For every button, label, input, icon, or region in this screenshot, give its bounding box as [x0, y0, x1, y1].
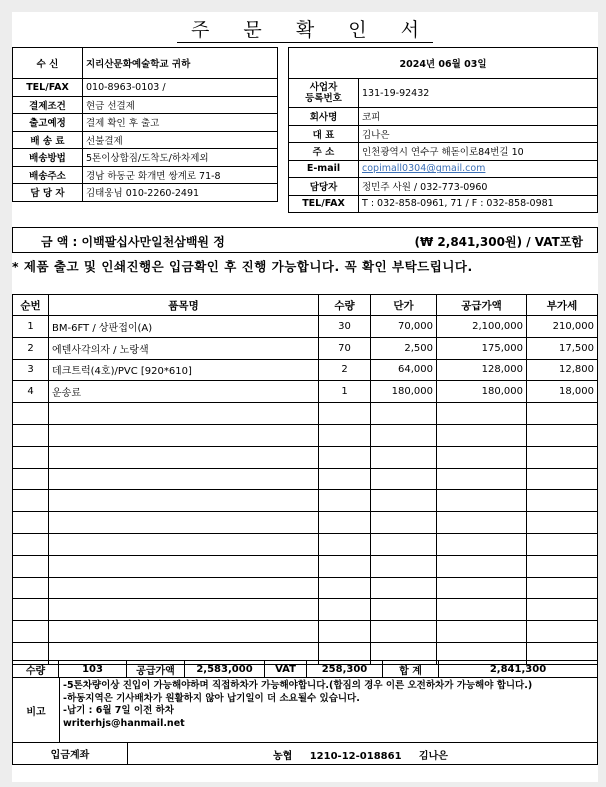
table-cell — [319, 468, 371, 490]
empty-row — [13, 599, 598, 621]
table-cell — [437, 599, 527, 621]
table-cell — [49, 512, 319, 534]
remarks-label: 비고 — [13, 678, 60, 742]
supplier-info-table — [12, 47, 278, 202]
table-cell: 175,000 — [437, 337, 527, 359]
remarks-line: -납기 : 6월 7일 이전 하차 — [63, 705, 174, 716]
table-cell — [527, 490, 598, 512]
supplier-field-label: TEL/FAX — [13, 79, 83, 97]
table-cell — [527, 599, 598, 621]
empty-row — [13, 577, 598, 599]
company-field-value: 정민주 사원 / 032-773-0960 — [359, 178, 598, 196]
table-cell — [371, 468, 437, 490]
column-header: 부가세 — [527, 295, 598, 316]
table-cell — [13, 468, 49, 490]
table-cell: 1 — [13, 316, 49, 338]
table-cell — [527, 555, 598, 577]
table-cell: 17,500 — [527, 337, 598, 359]
supplier-field-label: 결제조건 — [13, 96, 83, 114]
table-cell — [527, 533, 598, 555]
table-cell: 128,000 — [437, 359, 527, 381]
table-cell — [13, 621, 49, 643]
recipient-name: 지리산문화예술학교 귀하 — [83, 48, 278, 79]
grand-total-label: 합 계 — [383, 661, 439, 678]
table-cell — [371, 490, 437, 512]
table-cell — [13, 490, 49, 512]
company-field-label: TEL/FAX — [289, 195, 359, 213]
table-cell — [319, 512, 371, 534]
table-cell — [437, 468, 527, 490]
empty-row — [13, 555, 598, 577]
table-cell — [13, 512, 49, 534]
empty-row — [13, 533, 598, 555]
table-cell — [13, 533, 49, 555]
table-cell — [49, 446, 319, 468]
table-cell: BM-6FT / 상판접이(A) — [49, 316, 319, 338]
table-cell — [371, 512, 437, 534]
table-cell: 에덴사각의자 / 노랑색 — [49, 337, 319, 359]
table-cell — [527, 512, 598, 534]
table-cell: 210,000 — [527, 316, 598, 338]
table-cell: 12,800 — [527, 359, 598, 381]
table-cell: 64,000 — [371, 359, 437, 381]
document-title: 주 문 확 인 서 — [12, 15, 598, 42]
total-vat-label: VAT — [265, 661, 307, 678]
company-field-label: 주 소 — [289, 143, 359, 161]
table-cell: 180,000 — [371, 381, 437, 403]
table-cell: 70,000 — [371, 316, 437, 338]
table-cell — [437, 424, 527, 446]
table-cell: 70 — [319, 337, 371, 359]
table-cell — [437, 533, 527, 555]
remarks-text — [63, 680, 593, 730]
supplier-field-value: 결제 확인 후 출고 — [83, 114, 278, 132]
table-cell — [527, 468, 598, 490]
table-cell — [49, 403, 319, 425]
column-header: 순번 — [13, 295, 49, 316]
amount-value: (₩ 2,841,300원) / VAT포함 — [414, 235, 583, 249]
column-header: 공급가액 — [437, 295, 527, 316]
table-cell — [49, 490, 319, 512]
table-cell: 2 — [319, 359, 371, 381]
total-qty: 103 — [59, 661, 127, 678]
table-cell — [527, 577, 598, 599]
total-vat: 258,300 — [307, 661, 383, 678]
table-cell: 2,100,000 — [437, 316, 527, 338]
notice-text: * 제품 출고 및 인쇄진행은 입금확인 후 진행 가능합니다. 꼭 확인 부탁드립니다. — [12, 259, 473, 274]
table-cell: 2,500 — [371, 337, 437, 359]
table-row — [13, 316, 598, 338]
table-cell — [437, 403, 527, 425]
totals-table — [12, 660, 598, 678]
table-cell — [437, 577, 527, 599]
remarks-line: -하동지역은 기사배차가 원활하지 않아 납기일이 더 소요될수 있습니다. — [63, 692, 360, 704]
table-cell — [49, 468, 319, 490]
table-cell: 2 — [13, 337, 49, 359]
table-cell — [319, 621, 371, 643]
table-row — [13, 359, 598, 381]
table-cell — [371, 533, 437, 555]
company-field-value: 코피 — [359, 108, 598, 126]
table-cell — [49, 424, 319, 446]
remarks-line: -5톤차량이상 진입이 가능해야하며 직접하차가 가능해야합니다.(합짐의 경우 이른 오전하차가 가능해야 합니다.) — [63, 680, 533, 691]
table-cell — [527, 403, 598, 425]
table-cell — [319, 490, 371, 512]
table-cell — [49, 577, 319, 599]
table-cell — [371, 424, 437, 446]
table-cell — [437, 555, 527, 577]
bank-label: 입금계좌 — [13, 743, 128, 764]
bank-account: 농협 1210-12-018861 김나은 — [273, 751, 448, 762]
table-cell: 운송료 — [49, 381, 319, 403]
recipient-label: 수 신 — [13, 48, 83, 79]
biz-no-value: 131-19-92432 — [359, 79, 598, 108]
total-qty-label: 수량 — [13, 661, 59, 678]
table-cell: 3 — [13, 359, 49, 381]
supplier-field-value: 김태웅님 010-2260-2491 — [83, 184, 278, 202]
column-header: 품목명 — [49, 295, 319, 316]
table-cell — [437, 621, 527, 643]
items-table — [12, 294, 598, 665]
table-cell — [371, 403, 437, 425]
supplier-field-label: 출고예정 — [13, 114, 83, 132]
total-supply: 2,583,000 — [185, 661, 265, 678]
table-cell — [49, 555, 319, 577]
supplier-field-label: 담 당 자 — [13, 184, 83, 202]
table-cell — [49, 599, 319, 621]
company-field-label: 회사명 — [289, 108, 359, 126]
company-field-value: T : 032-858-0961, 71 / F : 032-858-0981 — [359, 195, 598, 213]
table-cell — [437, 512, 527, 534]
table-cell — [13, 599, 49, 621]
amount-text: 금 액 : 이백팔십사만일천삼백원 정 — [41, 235, 225, 249]
table-cell — [371, 577, 437, 599]
table-cell — [319, 599, 371, 621]
company-field-label: E-mail — [289, 160, 359, 178]
table-cell — [437, 490, 527, 512]
amount-box — [12, 227, 598, 253]
table-cell — [371, 621, 437, 643]
table-cell — [49, 621, 319, 643]
company-field-label: 대 표 — [289, 125, 359, 143]
empty-row — [13, 424, 598, 446]
table-cell — [527, 424, 598, 446]
company-field-value[interactable]: copimall0304@gmail.com — [359, 160, 598, 178]
table-row — [13, 381, 598, 403]
table-cell — [371, 446, 437, 468]
empty-row — [13, 512, 598, 534]
table-cell: 4 — [13, 381, 49, 403]
company-field-value: 김나은 — [359, 125, 598, 143]
supplier-field-label: 배송주소 — [13, 166, 83, 184]
table-cell — [371, 599, 437, 621]
table-cell — [527, 621, 598, 643]
table-cell — [13, 577, 49, 599]
remarks-box — [12, 677, 598, 743]
table-cell — [13, 555, 49, 577]
table-cell — [49, 533, 319, 555]
biz-no-label: 사업자 등록번호 — [289, 79, 359, 108]
column-header: 수량 — [319, 295, 371, 316]
company-field-value: 인천광역시 연수구 해돋이로84번길 10 — [359, 143, 598, 161]
table-cell — [13, 446, 49, 468]
table-row — [13, 337, 598, 359]
table-cell — [319, 446, 371, 468]
remarks-email: writerhjs@hanmail.net — [63, 717, 185, 729]
order-confirmation-page — [12, 12, 598, 782]
table-cell — [319, 424, 371, 446]
supplier-field-value: 선불결제 — [83, 131, 278, 149]
company-field-label: 담당자 — [289, 178, 359, 196]
total-supply-label: 공급가액 — [127, 661, 185, 678]
table-cell — [13, 424, 49, 446]
table-cell: 30 — [319, 316, 371, 338]
table-cell — [527, 446, 598, 468]
table-cell — [319, 403, 371, 425]
table-cell — [371, 555, 437, 577]
table-cell — [13, 403, 49, 425]
supplier-field-label: 배 송 료 — [13, 131, 83, 149]
table-cell: 1 — [319, 381, 371, 403]
company-info-table — [288, 47, 598, 213]
supplier-field-value: 5톤이상합짐/도착도/하차제외 — [83, 149, 278, 167]
empty-row — [13, 490, 598, 512]
table-cell: 180,000 — [437, 381, 527, 403]
supplier-field-value: 현금 선결제 — [83, 96, 278, 114]
order-date: 2024년 06월 03일 — [289, 48, 598, 79]
grand-total: 2,841,300 — [439, 661, 598, 678]
empty-row — [13, 468, 598, 490]
table-cell: 18,000 — [527, 381, 598, 403]
table-cell — [319, 533, 371, 555]
empty-row — [13, 403, 598, 425]
supplier-field-label: 배송방법 — [13, 149, 83, 167]
supplier-field-value: 경남 하동군 화개면 쌍계로 71-8 — [83, 166, 278, 184]
empty-row — [13, 446, 598, 468]
table-cell — [319, 577, 371, 599]
column-header: 단가 — [371, 295, 437, 316]
table-cell — [437, 446, 527, 468]
table-cell: 데크트럭(4호)/PVC [920*610] — [49, 359, 319, 381]
table-cell — [319, 555, 371, 577]
bank-account-box — [12, 743, 598, 765]
empty-row — [13, 621, 598, 643]
supplier-field-value: 010-8963-0103 / — [83, 79, 278, 97]
